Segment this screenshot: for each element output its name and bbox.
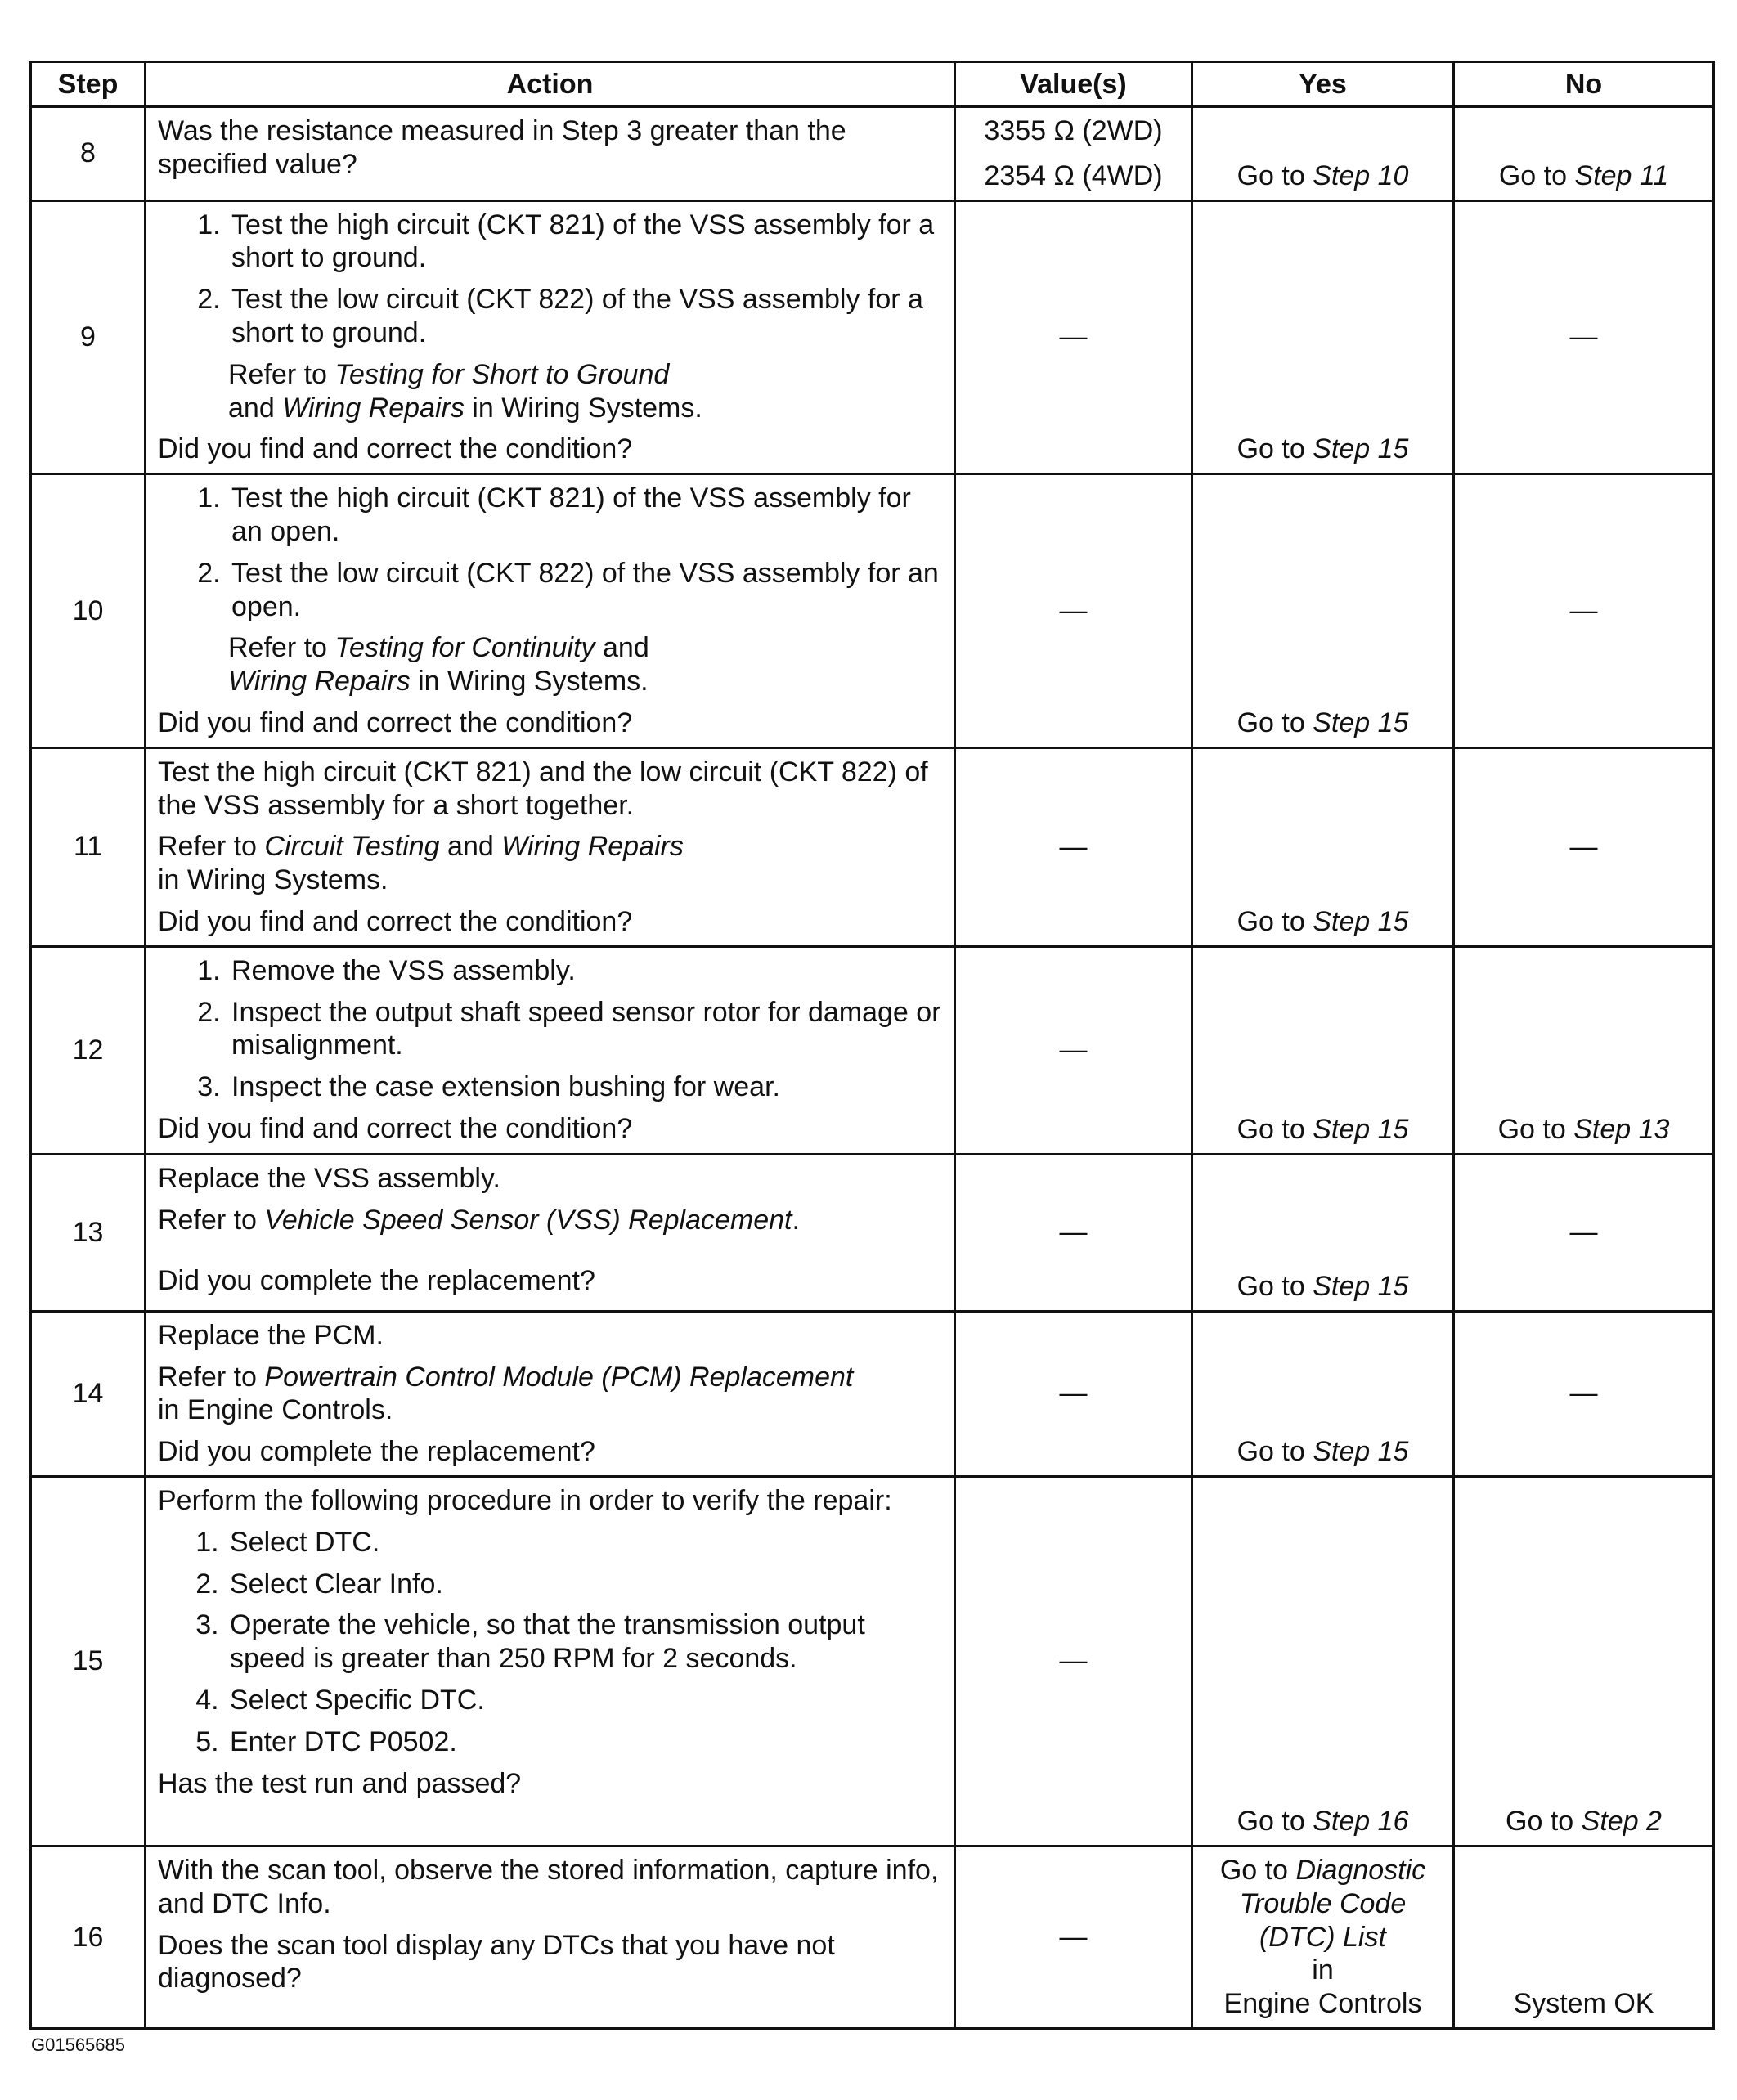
no-cell bbox=[1454, 474, 1714, 748]
yes-cell bbox=[1192, 1154, 1454, 1311]
value-cell bbox=[955, 200, 1192, 474]
action-cell bbox=[146, 474, 955, 748]
diagnostic-table bbox=[29, 61, 1715, 2030]
list-item: 3. Inspect the case extension bushing for wear. bbox=[228, 1070, 942, 1104]
table-row-step-13 bbox=[31, 1154, 1714, 1311]
empty-dash: — bbox=[1059, 1377, 1088, 1409]
action-list bbox=[158, 954, 942, 1104]
list-item: 2. Select Clear Info. bbox=[227, 1568, 942, 1601]
table-row-step-11 bbox=[31, 747, 1714, 946]
yes-cell bbox=[1192, 1476, 1454, 1846]
no-text: System OK bbox=[1513, 1988, 1654, 2020]
empty-dash: — bbox=[1059, 595, 1088, 626]
action-list bbox=[158, 209, 942, 350]
yes-cell bbox=[1192, 747, 1454, 946]
action-cell bbox=[146, 1476, 955, 1846]
table-row-step-15 bbox=[31, 1476, 1714, 1846]
yes-link: Go to Step 15 bbox=[1237, 905, 1409, 937]
empty-dash: — bbox=[1059, 1921, 1088, 1953]
empty-dash: — bbox=[1059, 1216, 1088, 1248]
table-row-step-10 bbox=[31, 474, 1714, 748]
yes-cell bbox=[1192, 1846, 1454, 2028]
list-item: 1. Test the high circuit (CKT 821) of the VSS assembly for an open. bbox=[228, 482, 942, 549]
table-row-step-8 bbox=[31, 107, 1714, 201]
action-cell bbox=[146, 747, 955, 946]
action-text: Replace the PCM. bbox=[158, 1319, 384, 1351]
yes-cell bbox=[1192, 1311, 1454, 1476]
value-cell bbox=[955, 107, 1192, 201]
step-number: 15 bbox=[31, 1476, 146, 1846]
question-text: Did you complete the replacement? bbox=[158, 1265, 595, 1297]
table-row-step-9 bbox=[31, 200, 1714, 474]
empty-dash: — bbox=[1569, 321, 1598, 352]
action-text: Was the resistance measured in Step 3 greater than the specified value? bbox=[158, 115, 846, 180]
no-cell bbox=[1454, 1476, 1714, 1846]
reference-text: Refer to Circuit Testing and Wiring Repairs in Wiring Systems. bbox=[158, 831, 684, 896]
step-number: 12 bbox=[31, 946, 146, 1154]
value-cell bbox=[955, 1476, 1192, 1846]
action-cell bbox=[146, 946, 955, 1154]
list-item: 3. Operate the vehicle, so that the transmission output speed is greater than 250 RPM for 2 seconds. bbox=[227, 1609, 942, 1676]
yes-link: Go to Step 15 bbox=[1237, 1270, 1409, 1302]
question-text: Did you complete the replacement? bbox=[158, 1436, 595, 1468]
value-2wd: 3355 Ω (2WD) bbox=[984, 115, 1163, 146]
step-number: 9 bbox=[31, 200, 146, 474]
reference-text: Refer to Testing for Continuity and Wiring Repairs in Wiring Systems. bbox=[228, 632, 649, 698]
col-header-step: Step bbox=[31, 62, 146, 107]
action-list bbox=[158, 1526, 942, 1759]
table-row-step-16 bbox=[31, 1846, 1714, 2028]
step-number: 11 bbox=[31, 747, 146, 946]
yes-link: Go to Step 15 bbox=[1237, 707, 1409, 738]
action-text: Test the high circuit (CKT 821) and the low circuit (CKT 822) of the VSS assembly for a short together. bbox=[158, 756, 928, 821]
action-cell bbox=[146, 1154, 955, 1311]
question-text: Does the scan tool display any DTCs that you have not diagnosed? bbox=[158, 1929, 835, 1995]
yes-link: Go to Step 15 bbox=[1237, 433, 1409, 465]
question-text: Has the test run and passed? bbox=[158, 1767, 522, 1799]
no-cell bbox=[1454, 946, 1714, 1154]
value-cell bbox=[955, 1154, 1192, 1311]
no-link: Go to Step 13 bbox=[1497, 1113, 1670, 1145]
yes-cell bbox=[1192, 474, 1454, 748]
reference-text: Refer to Vehicle Speed Sensor (VSS) Replacement. bbox=[158, 1204, 800, 1236]
question-text: Did you find and correct the condition? bbox=[158, 433, 633, 465]
yes-link: Go to Step 10 bbox=[1237, 159, 1409, 191]
yes-cell bbox=[1192, 107, 1454, 201]
empty-dash: — bbox=[1569, 1216, 1598, 1248]
yes-cell bbox=[1192, 946, 1454, 1154]
value-cell bbox=[955, 946, 1192, 1154]
step-number: 14 bbox=[31, 1311, 146, 1476]
yes-link: Go to Step 15 bbox=[1237, 1436, 1409, 1468]
yes-link: Go to Diagnostic Trouble Code (DTC) List in Engine Controls bbox=[1219, 1854, 1426, 2020]
yes-link: Go to Step 16 bbox=[1237, 1806, 1409, 1838]
col-header-action: Action bbox=[146, 62, 955, 107]
list-item: 1. Remove the VSS assembly. bbox=[228, 954, 942, 988]
action-text: Replace the VSS assembly. bbox=[158, 1162, 500, 1194]
action-cell bbox=[146, 200, 955, 474]
empty-dash: — bbox=[1059, 321, 1088, 352]
question-text: Did you find and correct the condition? bbox=[158, 707, 633, 738]
empty-dash: — bbox=[1059, 1645, 1088, 1677]
list-item: 1. Test the high circuit (CKT 821) of the VSS assembly for a short to ground. bbox=[228, 209, 942, 276]
table-row-step-14 bbox=[31, 1311, 1714, 1476]
yes-link: Go to Step 15 bbox=[1237, 1113, 1409, 1145]
list-item: 1. Select DTC. bbox=[227, 1526, 942, 1559]
no-link: Go to Step 11 bbox=[1498, 159, 1669, 191]
col-header-yes: Yes bbox=[1192, 62, 1454, 107]
value-cell bbox=[955, 474, 1192, 748]
action-cell bbox=[146, 1311, 955, 1476]
action-text: Perform the following procedure in order to verify the repair: bbox=[158, 1484, 892, 1516]
question-text: Did you find and correct the condition? bbox=[158, 905, 633, 937]
no-cell bbox=[1454, 747, 1714, 946]
step-number: 8 bbox=[31, 107, 146, 201]
list-item: 5. Enter DTC P0502. bbox=[227, 1725, 942, 1759]
step-number: 13 bbox=[31, 1154, 146, 1311]
no-cell bbox=[1454, 1311, 1714, 1476]
action-text: With the scan tool, observe the stored information, capture info, and DTC Info. bbox=[158, 1854, 939, 1919]
empty-dash: — bbox=[1059, 831, 1088, 863]
value-4wd: 2354 Ω (4WD) bbox=[984, 159, 1163, 191]
list-item: 2. Inspect the output shaft speed sensor rotor for damage or misalignment. bbox=[228, 996, 942, 1063]
step-number: 16 bbox=[31, 1846, 146, 2028]
list-item: 2. Test the low circuit (CKT 822) of the VSS assembly for an open. bbox=[228, 557, 942, 624]
no-cell bbox=[1454, 200, 1714, 474]
col-header-values: Value(s) bbox=[955, 62, 1192, 107]
empty-dash: — bbox=[1569, 595, 1598, 626]
figure-id: G01565685 bbox=[31, 2035, 125, 2055]
no-cell bbox=[1454, 107, 1714, 201]
step-number: 10 bbox=[31, 474, 146, 748]
header-row bbox=[31, 62, 1714, 107]
empty-dash: — bbox=[1569, 831, 1598, 863]
value-cell bbox=[955, 747, 1192, 946]
value-cell bbox=[955, 1846, 1192, 2028]
no-cell bbox=[1454, 1846, 1714, 2028]
reference-text: Refer to Powertrain Control Module (PCM) Replacement in Engine Controls. bbox=[158, 1361, 854, 1426]
empty-dash: — bbox=[1569, 1377, 1598, 1409]
empty-dash: — bbox=[1059, 1034, 1088, 1066]
action-list bbox=[158, 482, 942, 623]
reference-text: Refer to Testing for Short to Ground and Wiring Repairs in Wiring Systems. bbox=[228, 358, 702, 424]
value-cell bbox=[955, 1311, 1192, 1476]
question-text: Did you find and correct the condition? bbox=[158, 1112, 633, 1144]
no-link: Go to Step 2 bbox=[1506, 1806, 1662, 1838]
list-item: 2. Test the low circuit (CKT 822) of the VSS assembly for a short to ground. bbox=[228, 283, 942, 350]
table-row-step-12 bbox=[31, 946, 1714, 1154]
yes-cell bbox=[1192, 200, 1454, 474]
action-cell bbox=[146, 1846, 955, 2028]
col-header-no: No bbox=[1454, 62, 1714, 107]
list-item: 4. Select Specific DTC. bbox=[227, 1684, 942, 1717]
action-cell bbox=[146, 107, 955, 201]
no-cell bbox=[1454, 1154, 1714, 1311]
